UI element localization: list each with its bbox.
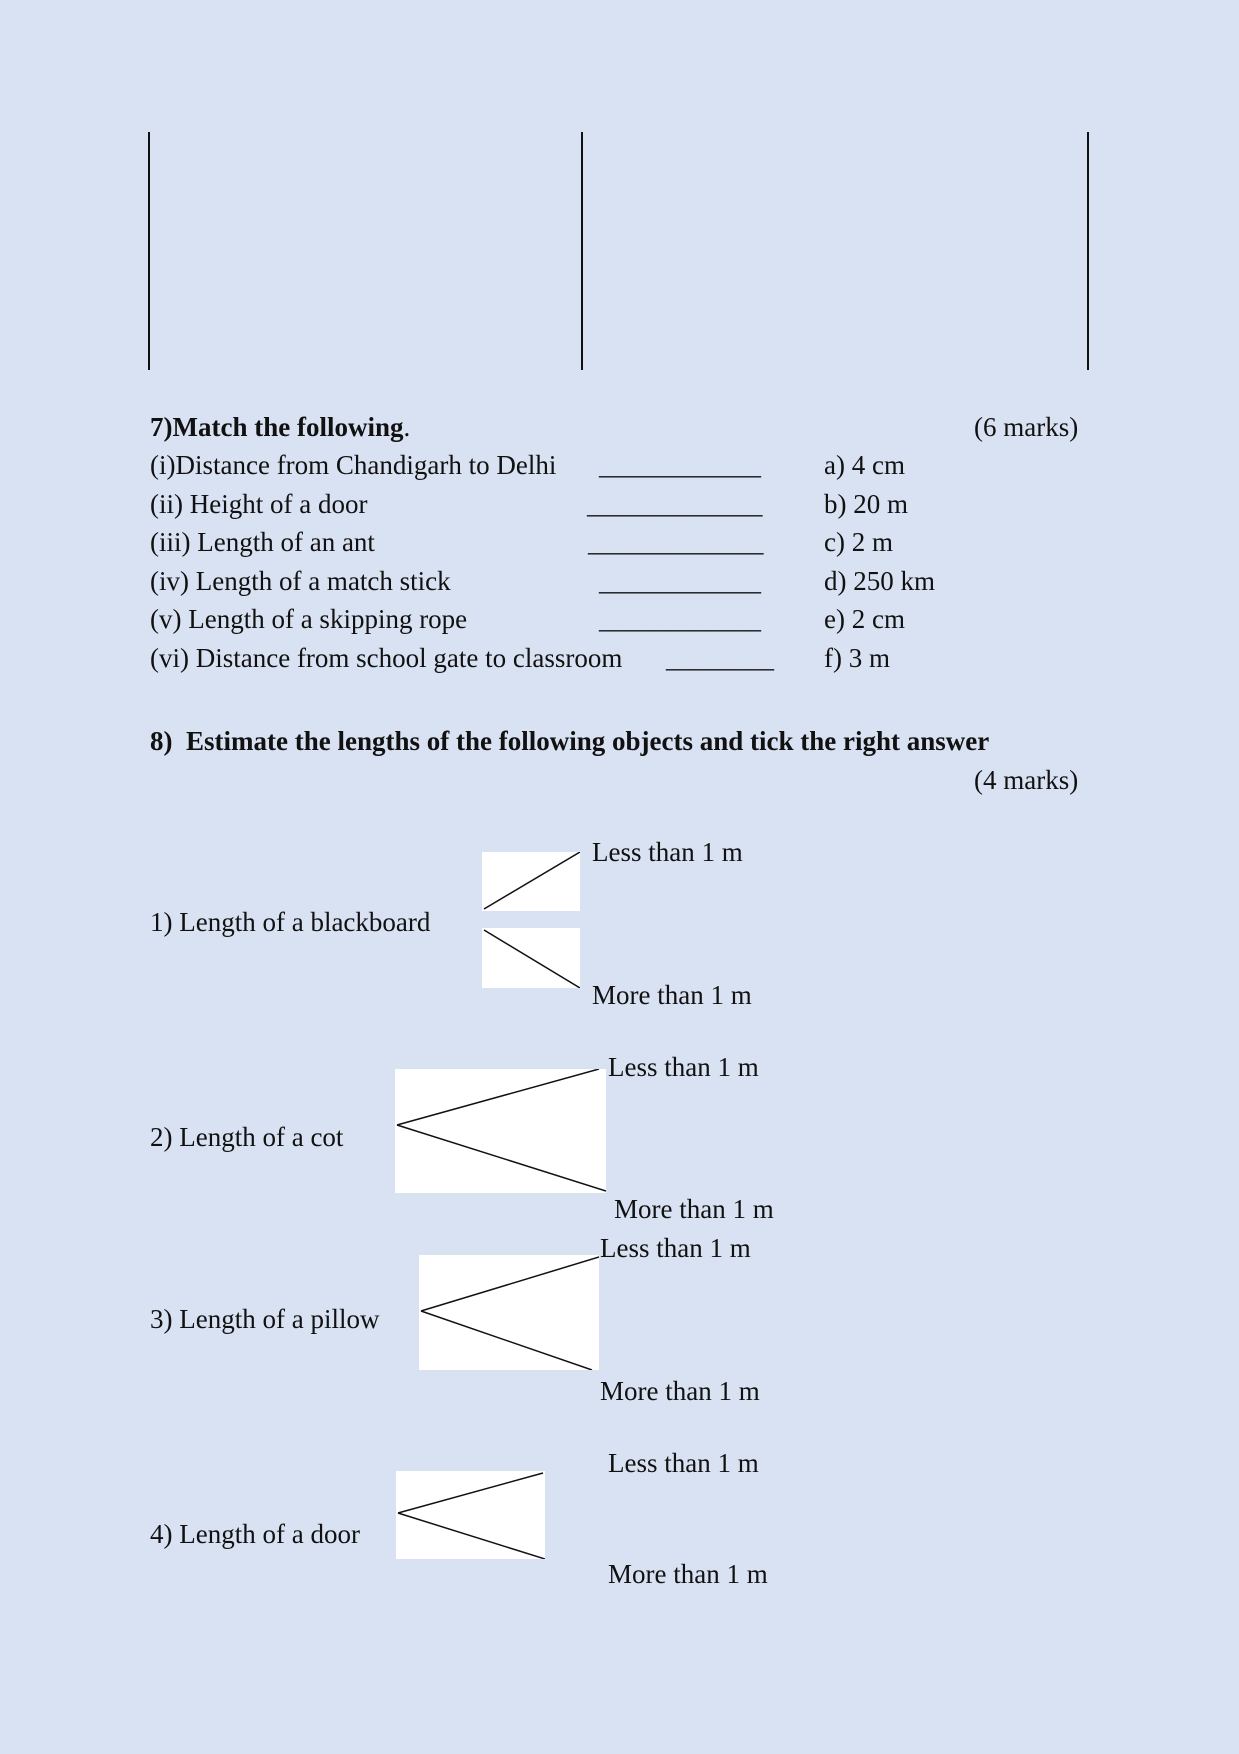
option-more-than-1m[interactable]: More than 1 m	[614, 1194, 774, 1224]
q7-answer-blank[interactable]: _____________	[588, 527, 764, 557]
q8-item-label: 1) Length of a blackboard	[150, 907, 431, 937]
q7-left-item: (vi) Distance from school gate to classroom	[150, 643, 623, 673]
branch-diagram[interactable]	[419, 1255, 599, 1370]
q7-right-item: e) 2 cm	[824, 604, 905, 634]
q8-item-label: 2) Length of a cot	[150, 1122, 344, 1152]
q7-title: Match the following	[172, 412, 404, 442]
q7-answer-blank[interactable]: ____________	[599, 604, 761, 634]
option-less-than-1m[interactable]: Less than 1 m	[608, 1052, 759, 1082]
branch-lines-icon	[395, 1069, 606, 1193]
q8-number: 8)	[150, 726, 173, 756]
q7-answer-blank[interactable]: ____________	[599, 450, 761, 480]
q7-answer-blank[interactable]: _____________	[587, 489, 763, 519]
diagonal-line-icon	[482, 852, 580, 911]
q7-title-period: .	[403, 412, 411, 442]
q8-heading	[150, 728, 989, 755]
q7-right-item: a) 4 cm	[824, 450, 905, 480]
q7-number: 7)	[150, 412, 173, 442]
q7-right-item: b) 20 m	[824, 489, 908, 519]
table-divider-right	[1087, 132, 1089, 370]
q8-item-label: 4) Length of a door	[150, 1519, 360, 1549]
option-more-than-1m[interactable]: More than 1 m	[608, 1559, 768, 1589]
branch-lines-icon	[419, 1255, 599, 1370]
option-more-than-1m[interactable]: More than 1 m	[600, 1376, 760, 1406]
q8-item-label: 3) Length of a pillow	[150, 1304, 380, 1334]
option-less-than-1m[interactable]: Less than 1 m	[600, 1233, 751, 1263]
q7-left-item: (iv) Length of a match stick	[150, 566, 451, 596]
q7-left-item: (v) Length of a skipping rope	[150, 604, 468, 634]
option-less-than-1m[interactable]: Less than 1 m	[592, 837, 743, 867]
q7-left-item: (ii) Height of a door	[150, 489, 368, 519]
option-less-than-1m[interactable]: Less than 1 m	[608, 1448, 759, 1478]
q7-left-item: (i)Distance from Chandigarh to Delhi	[150, 450, 557, 480]
table-divider-left	[148, 132, 150, 370]
q8-title: Estimate the lengths of the following objects and tick the right answer	[186, 726, 990, 756]
branch-diagram[interactable]	[395, 1069, 606, 1193]
q7-heading	[150, 414, 410, 441]
q7-answer-blank[interactable]: ________	[666, 643, 774, 673]
branch-diagram[interactable]	[396, 1471, 545, 1559]
diagonal-line-icon	[482, 928, 580, 988]
table-divider-middle	[581, 132, 583, 370]
tick-box-less[interactable]	[482, 852, 580, 911]
q7-marks: (6 marks)	[974, 412, 1079, 442]
q7-right-item: d) 250 km	[824, 566, 935, 596]
q7-right-item: c) 2 m	[824, 527, 893, 557]
q7-right-item: f) 3 m	[824, 643, 890, 673]
option-more-than-1m[interactable]: More than 1 m	[592, 980, 752, 1010]
q7-left-item: (iii) Length of an ant	[150, 527, 375, 557]
tick-box-more[interactable]	[482, 928, 580, 988]
q7-answer-blank[interactable]: ____________	[599, 566, 761, 596]
branch-lines-icon	[396, 1471, 545, 1559]
q8-marks: (4 marks)	[974, 765, 1079, 795]
